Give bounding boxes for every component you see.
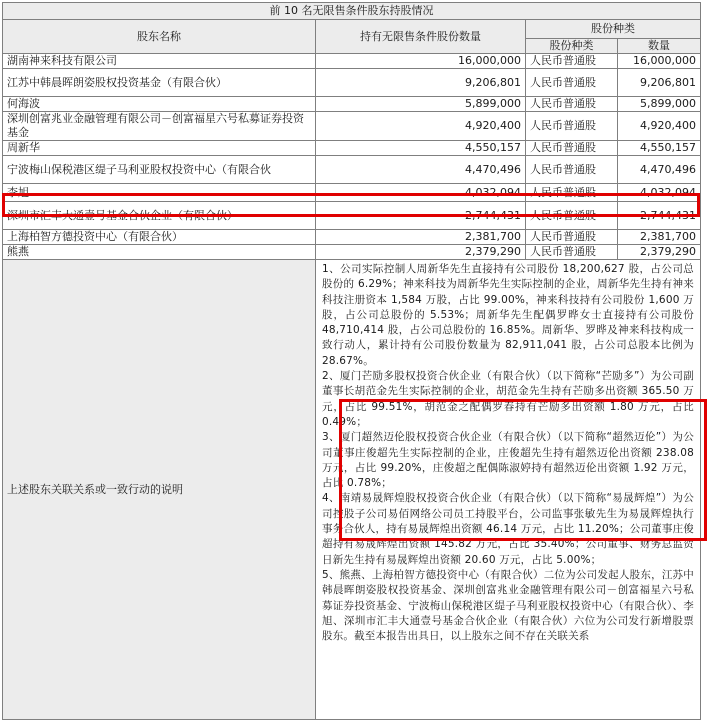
share-count-cell: 4,920,400	[618, 112, 701, 141]
table-title: 前 10 名无限售条件股东持股情况	[3, 3, 701, 20]
share-type-cell: 人民币普通股	[526, 112, 618, 141]
shareholder-name-cell: 熊燕	[3, 245, 316, 260]
share-type-cell: 人民币普通股	[526, 69, 618, 97]
table-row	[3, 54, 701, 69]
share-type-cell: 人民币普通股	[526, 97, 618, 112]
share-type-cell: 人民币普通股	[526, 202, 618, 230]
share-type-cell: 人民币普通股	[526, 245, 618, 260]
share-type-cell: 人民币普通股	[526, 141, 618, 156]
shareholder-name-cell: 江苏中韩晨晖朗姿股权投资基金（有限合伙）	[3, 69, 316, 97]
unrestricted-qty-cell: 4,920,400	[316, 112, 526, 141]
table-row	[3, 245, 701, 260]
share-type-cell: 人民币普通股	[526, 184, 618, 202]
share-count-cell: 4,032,094	[618, 184, 701, 202]
table-row	[3, 69, 701, 97]
table-row	[3, 141, 701, 156]
unrestricted-qty-cell: 5,899,000	[316, 97, 526, 112]
shareholder-name-cell: 何海波	[3, 97, 316, 112]
shareholder-name-cell: 李旭	[3, 184, 316, 202]
share-type-cell: 人民币普通股	[526, 230, 618, 245]
table-row	[3, 230, 701, 245]
header-share-type: 股份种类	[526, 39, 618, 54]
shareholder-name-cell: 深圳市汇丰大通壹号基金合伙企业（有限合伙）	[3, 202, 316, 230]
unrestricted-qty-cell: 2,744,431	[316, 202, 526, 230]
header-share-count: 数量	[618, 39, 701, 54]
header-shareholder-name: 股东名称	[3, 20, 316, 54]
share-count-cell: 9,206,801	[618, 69, 701, 97]
table-row	[3, 184, 701, 202]
note-paragraph: 5、熊燕、上海柏智方德投资中心（有限合伙）二位为公司发起人股东，江苏中韩晨晖朗姿股权投资基金、深圳创富兆业金融管理有限公司－创富福星六号私募证券投资基金、宁波梅山保税港区缇子马利亚股权投资中心（有限合伙）、李旭、深圳市汇丰大通壹号基金合伙企业（有限合伙）六位为公司发行新增股票股东。截至本报告出具日，以上股东之间不存在关联关系	[322, 568, 694, 643]
notes-row	[3, 260, 701, 720]
share-count-cell: 5,899,000	[618, 97, 701, 112]
unrestricted-qty-cell: 4,550,157	[316, 141, 526, 156]
unrestricted-qty-cell: 2,379,290	[316, 245, 526, 260]
unrestricted-qty-cell: 9,206,801	[316, 69, 526, 97]
shareholder-name-cell: 上海柏智方德投资中心（有限合伙）	[3, 230, 316, 245]
shareholder-name-cell: 周新华	[3, 141, 316, 156]
table-row	[3, 112, 701, 141]
table-row	[3, 156, 701, 184]
top10-shareholders-table	[2, 2, 701, 720]
header-unrestricted-qty: 持有无限售条件股份数量	[316, 20, 526, 54]
unrestricted-qty-cell: 16,000,000	[316, 54, 526, 69]
table-row	[3, 202, 701, 230]
share-count-cell: 4,470,496	[618, 156, 701, 184]
note-paragraph: 3、厦门超然迈伦股权投资合伙企业（有限合伙）（以下简称“超然迈伦”）为公司董事庄俊超先生实际控制的企业，庄俊超先生持有超然迈伦出资额 238.08 万元，占比 99.20%，庄俊超之配偶陈淑婷持有超然迈伦出资额 1.92 万元，占比 0.78%；	[322, 431, 694, 490]
share-count-cell: 4,550,157	[618, 141, 701, 156]
shareholder-name-cell: 湖南神来科技有限公司	[3, 54, 316, 69]
notes-label: 上述股东关联关系或一致行动的说明	[3, 260, 316, 720]
header-share-type-group: 股份种类	[526, 20, 701, 39]
note-paragraph: 2、厦门芒励多股权投资合伙企业（有限合伙）（以下简称“芒励多”）为公司副董事长胡范金先生实际控制的企业，胡范金先生持有芒励多出资额 365.50 万元，占比 99.51%，胡范金之配偶罗春持有芒励多出资额 1.80 万元，占比 0.49%；	[322, 370, 694, 428]
shareholder-name-cell: 深圳创富兆业金融管理有限公司－创富福星六号私募证券投资基金	[3, 112, 316, 141]
table-row	[3, 97, 701, 112]
share-count-cell: 16,000,000	[618, 54, 701, 69]
share-count-cell: 2,381,700	[618, 230, 701, 245]
note-paragraph: 1、公司实际控制人周新华先生直接持有公司股份 18,200,627 股，占公司总股份的 6.29%；神来科技为周新华先生实际控制的企业，周新华先生持有神来科技注册资本 1,584 万股，占比 99.00%，神来科技持有公司股份 1,600 万股，占公司总股份的 5.53%；周新华先生配偶罗晔女士直接持有公司股份 48,710,414 股，占公司总股份的 16.85%。周新华、罗晔及神来科技构成一致行动人，累计持有公司股份数量为 82,911,041 股，占公司总股本比例为 28.67%。	[322, 263, 694, 367]
shareholder-name-cell: 宁波梅山保税港区缇子马利亚股权投资中心（有限合伙	[3, 156, 316, 184]
share-count-cell: 2,379,290	[618, 245, 701, 260]
share-type-cell: 人民币普通股	[526, 156, 618, 184]
unrestricted-qty-cell: 4,470,496	[316, 156, 526, 184]
share-type-cell: 人民币普通股	[526, 54, 618, 69]
share-count-cell: 2,744,431	[618, 202, 701, 230]
unrestricted-qty-cell: 2,381,700	[316, 230, 526, 245]
notes-content	[316, 260, 701, 720]
unrestricted-qty-cell: 4,032,094	[316, 184, 526, 202]
note-paragraph: 4、南靖易晟辉煌股权投资合伙企业（有限合伙）（以下简称“易晟辉煌”）为公司控股子公司易佰网络公司员工持股平台，公司监事张敏先生为易晟辉煌执行事务合伙人，持有易晟辉煌出资额 46.14 万元，占比 11.20%；公司董事庄俊超持有易晟辉煌出资额 145.82 万元，占比 35.40%；公司董事、财务总监贺日新先生持有易晟辉煌出资额 20.60 万元，占比 5.00%；	[322, 492, 694, 566]
